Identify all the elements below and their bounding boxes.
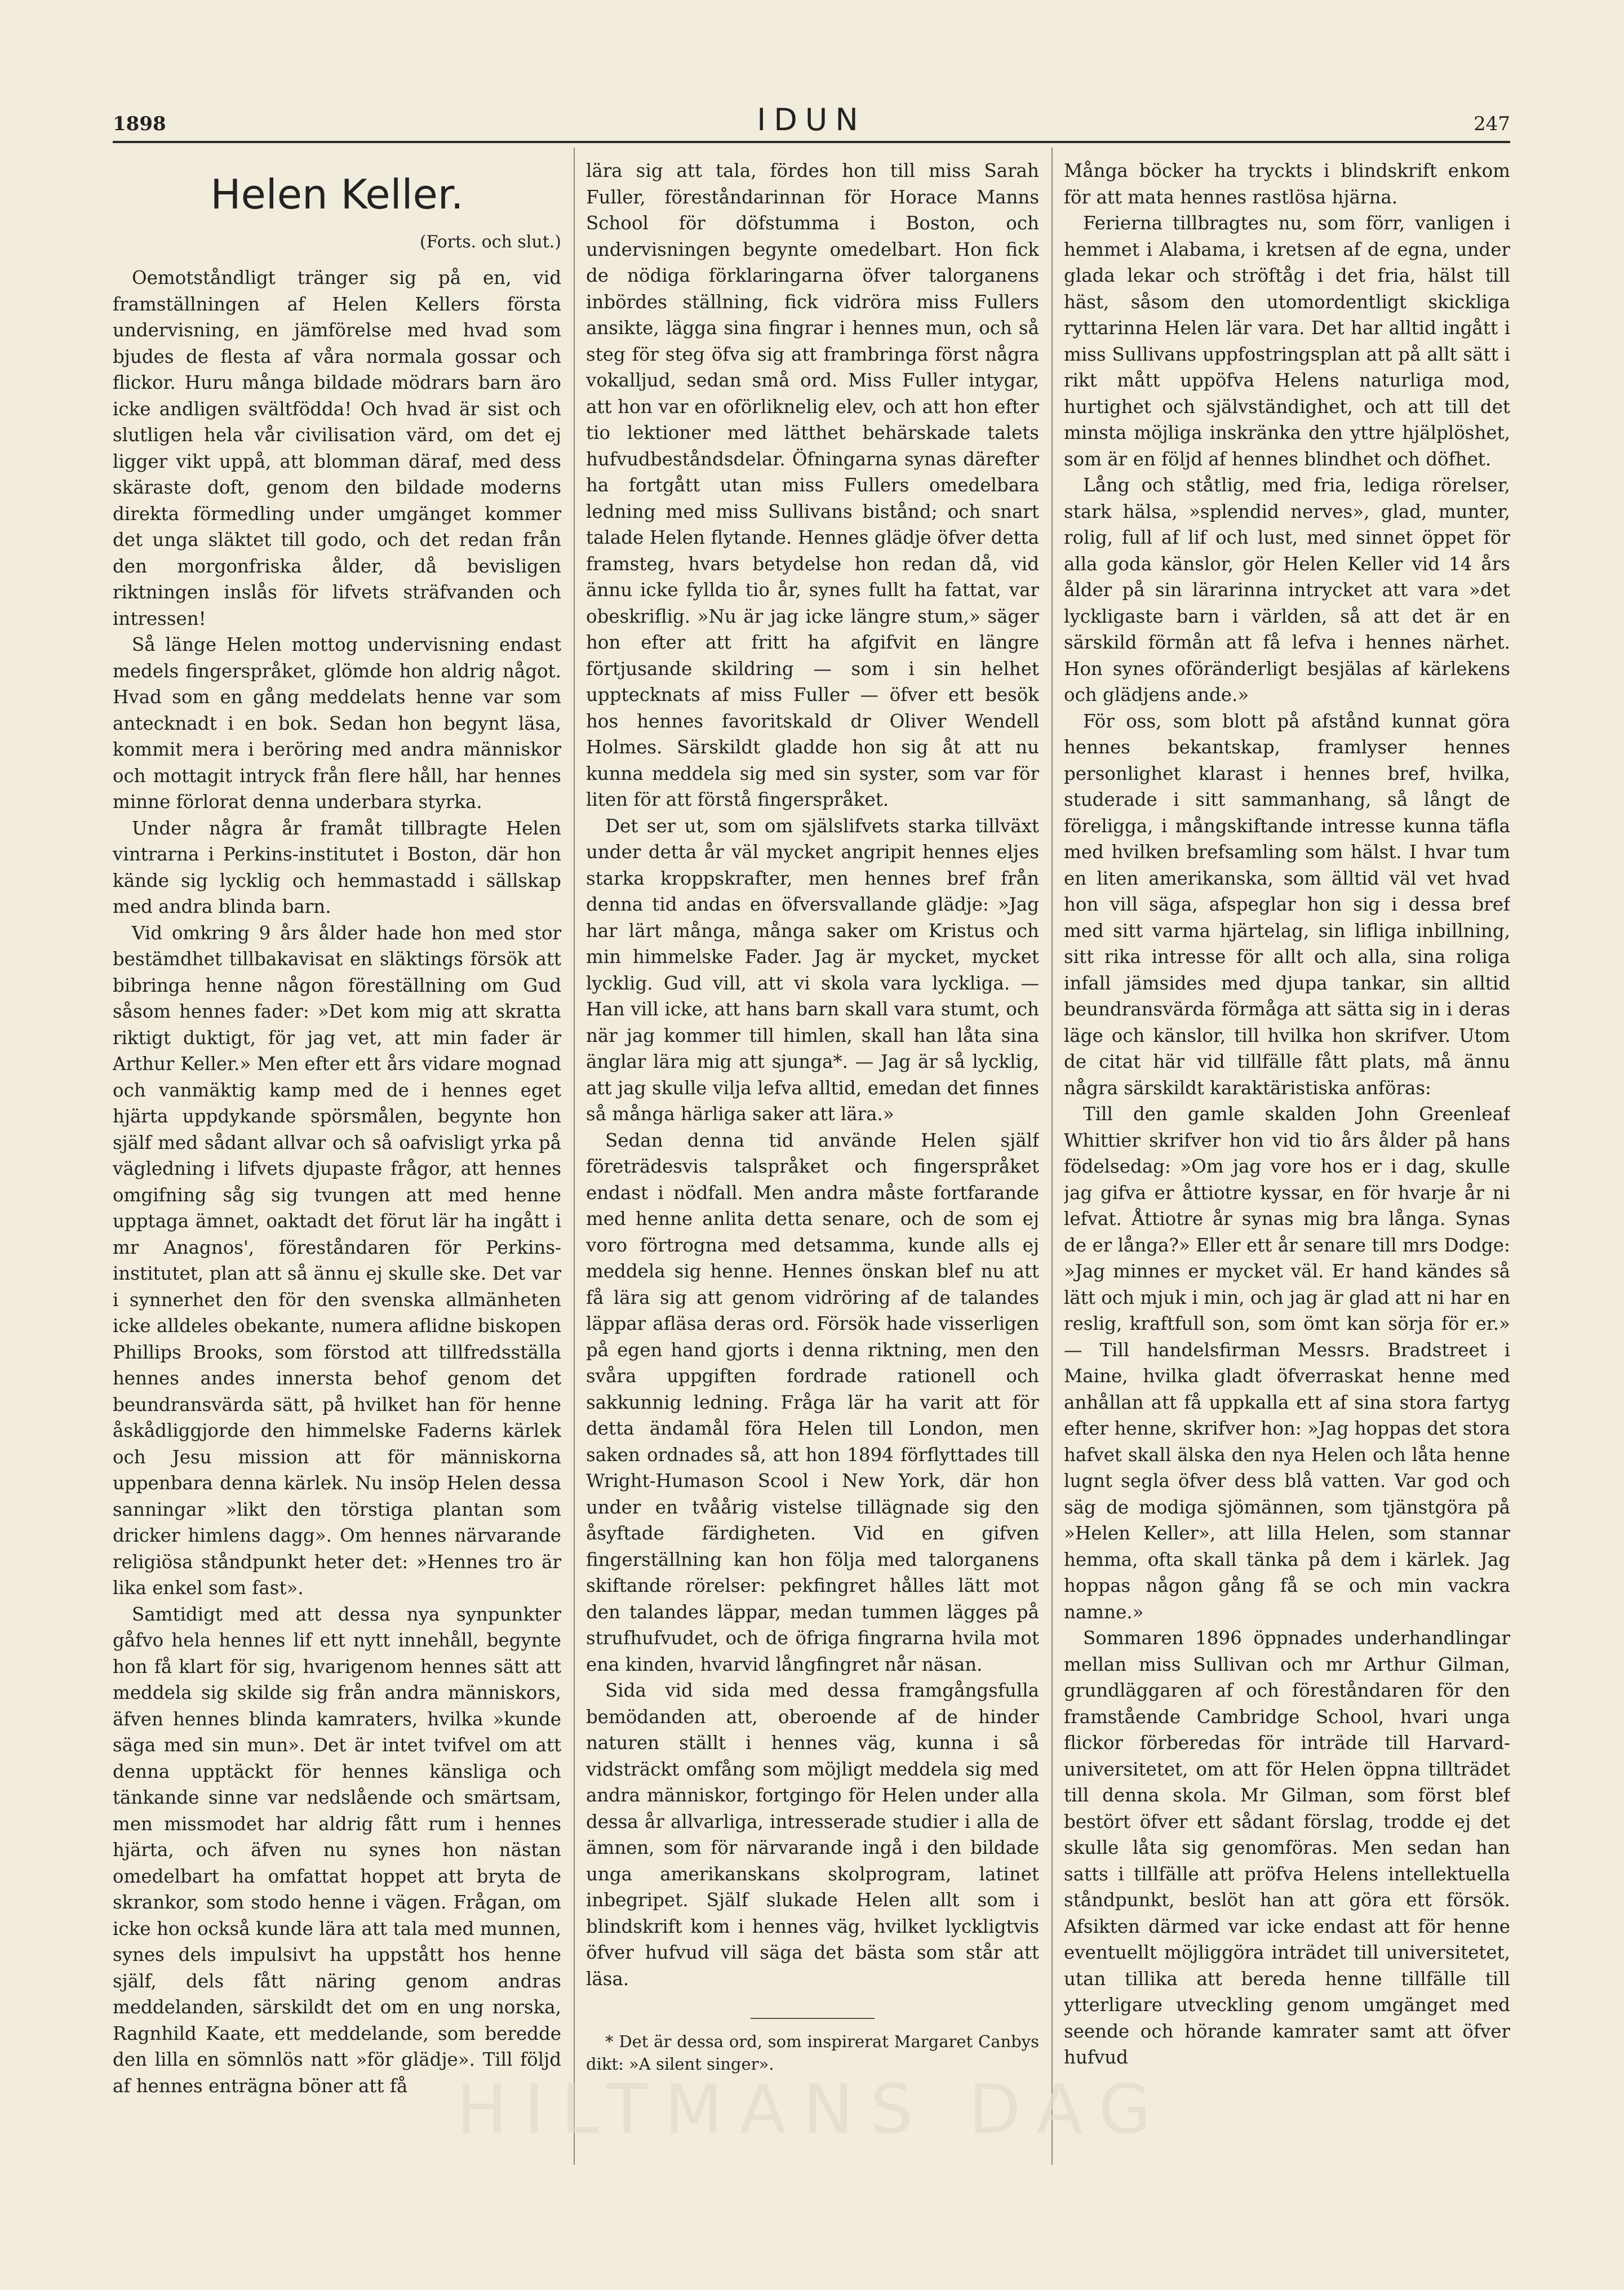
article-title: Helen Keller. bbox=[210, 171, 464, 218]
paragraph: Så länge Helen mottog undervisning endast medels fingerspråket, glömde hon aldrig något. Hvad som en gång meddelats henne var som antecknadt i en bok. Sedan hon begynt läsa, kommit mera i beröring med andra människor och mottagit intryck från flere håll, har hennes minne förlorat denna underbara styrka. bbox=[113, 634, 561, 813]
page-header bbox=[113, 101, 1510, 143]
paragraph: Många böcker ha tryckts i blindskrift enkom för att mata hennes rastlösa hjärna. bbox=[1064, 160, 1510, 208]
paragraph: Sommaren 1896 öppnades underhandlingar mellan miss Sullivan och mr Arthur Gilman, grundläggaren af och föreståndaren för den framstående Cambridge School, hvari unga flickor förberedas för inträde till Harvard-universitetet, om att för Helen öppna tillträdet till denna skola. Mr Gilman, som först blef bestört öfver ett sådant förslag, trodde ej det skulle låta sig genomföras. Men sedan han satts i tillfälle att pröfva Helens intellektuella ståndpunkt, beslöt han att göra ett försök. Afsikten därmed var icke endast att för henne eventuellt möjliggöra inträdet till universitetet, utan tillika att bereda henne tillfälle till ytterligare utveckling genom umgänget med seende och hörande kamrater samt att öfver hufvud bbox=[1064, 1627, 1510, 2068]
header-year: 1898 bbox=[113, 113, 166, 135]
column-1 bbox=[113, 158, 561, 2175]
paragraph: Sedan denna tid använde Helen själf företrädesvis talspråket och fingerspråket endast i nödfall. Men andra måste fortfarande med henne anlita detta senare, och de som ej voro förtrogna med detsamma, kunde alls ej meddela sig henne. Hennes önskan blef nu att få lära sig att genom vidröring af de talandes läppar afläsa deras ord. Försök hade visserligen på egen hand gjorts i denna riktning, men den svåra uppgiften fordrade rationell och sakkunnig ledning. Fråga lär ha varit att för detta ändamål föra Helen till London, men saken ordnades så, att hon 1894 förflyttades till Wright-Humason Scool i New York, där hon under en tvåårig vistelse tillägnade sig den åsyftade färdigheten. Vid en gifven fingerställning kan hon följa med talorganens skiftande rörelser: pekfingret hålles lätt mot den talandes läppar, medan tummen lägges på strufhufvudet, och de öfriga fingrarna hvila mot ena kinden, hvarvid långfingret når näsan. bbox=[586, 1129, 1039, 1675]
page-number: 247 bbox=[1474, 113, 1510, 135]
paragraph: Samtidigt med att dessa nya synpunkter gåfvo hela hennes lif ett nytt innehåll, begynte hon få klart för sig, hvarigenom hennes sätt att meddela sig skilde sig från andra människors, äfven hennes blinda kamraters, hvilka »kunde säga med sin mun». Det är intet tvifvel om att denna upptäckt för hennes känsliga och tänkande sinne var nedslående och smärtsam, men missmodet har aldrig fått rum i hennes hjärta, och äfven nu synes hon nästan omedelbart ha omfattat hoppet att bryta de skrankor, som stodo henne i vägen. Frågan, om icke hon också kunde lära att tala med munnen, synes dels impulsivt ha uppstått hos henne själf, dels fått näring genom andras meddelanden, särskildt det om en ung norska, Ragnhild Kaate, ett meddelande, som beredde den lilla en sömnlös natt »för glädje». Till följd af hennes enträgna böner att få bbox=[113, 1603, 561, 2097]
paragraph: Lång och ståtlig, med fria, lediga rörelser, stark hälsa, »splendid nerves», glad, munter, rolig, full af lif och lust, med sinnet öppet för alla goda känslor, gör Helen Keller vid 14 års ålder på sin lärarinna intrycket att vara »det lyckligaste barn i världen, så att det är en särskild förmån att få lefva i hennes närhet. Hon synes oföränderligt besjälas af kärlekens och glädjens ande.» bbox=[1064, 474, 1510, 705]
paragraph: Ferierna tillbragtes nu, som förr, vanligen i hemmet i Alabama, i kretsen af de egna, under glada lekar och ströftåg i det fria, hälst till häst, såsom den utomordentligt skickliga ryttarinna Helen lär vara. Det har alltid ingått i miss Sullivans uppfostringsplan att på allt sätt i rikt mått uppöfva Helens naturliga mod, hurtighet och självständighet, och att till det minsta möjliga inskränka den yttre hjälplöshet, som är en följd af hennes blindhet och döfhet. bbox=[1064, 212, 1510, 470]
paragraph: Sida vid sida med dessa framgångsfulla bemödanden att, oberoende af de hinder naturen ställt i hennes väg, kunna i så vidsträckt omfång som möjligt meddela sig med andra människor, fortgingo för Helen under alla dessa år allvarliga, intresserade studier i alla de ämnen, som för närvarande ingå i den bildade unga amerikanskans skolprogram, latinet inbegripet. Själf slukade Helen allt som i blindskrift kom i hennes väg, hvilket lyckligtvis öfver hufvud vill säga det bästa som står att läsa. bbox=[586, 1680, 1039, 1990]
column-2 bbox=[586, 158, 1039, 2175]
footnote: * Det är dessa ord, som inspirerat Margaret Canbys dikt: »A silent singer». bbox=[586, 2032, 1039, 2074]
continued-note: (Forts. och slut.) bbox=[419, 232, 561, 252]
paragraph: lära sig att tala, fördes hon till miss Sarah Fuller, föreståndarinnan för Horace Manns School för döfstumma i Boston, och undervisningen begynte omedelbart. Hon fick de nödiga förklaringarna öfver talorganens inbördes ställning, fick vidröra miss Fullers ansikte, lägga sina fingrar i hennes mun, och så steg för steg öfva sig att frambringa först några vokalljud, sedan små ord. Miss Fuller intygar, att hon var en oförliknelig elev, och att hon efter tio lektioner med lätthet behärskade talets hufvudbeståndsdelar. Öfningarna synas därefter ha fortgått utan miss Fullers omedelbara ledning med miss Sullivans bistånd; och snart talade Helen flytande. Hennes glädje öfver detta framsteg, hvars betydelse hon redan då, vid ännu icke fyllda tio år, synes fullt ha fattat, var obeskriflig. »Nu är jag icke längre stum,» säger hon efter att fritt ha afgifvit en längre förtjusande skildring — som i sin helhet upptecknats af miss Fuller — öfver ett besök hos hennes favoritskald dr Oliver Wendell Holmes. Särskildt gladde hon sig åt att nu kunna meddela sig med sin syster, som var för liten för att förstå fingerspråket. bbox=[586, 160, 1039, 810]
column-3 bbox=[1064, 158, 1510, 2175]
paragraph: Oemotståndligt tränger sig på en, vid framställningen af Helen Kellers första undervisning, en jämförelse med hvad som bjudes de flesta af våra normala gossar och flickor. Huru många bildade mödrars barn äro icke andligen svältfödda! Och hvad är sist och slutligen hela vår civilisation värd, om det ej ligger vikt uppå, att blomman däraf, med dess skäraste doft, genom den bildade moderns direkta förmedling under umgänget kommer det unga släktet till godo, och det redan från den morgonfriska ålder, då bevisligen riktningen inslås för lifvets sträfvanden och intressen! bbox=[113, 267, 561, 629]
column-rule bbox=[574, 148, 575, 2165]
paragraph: Under några år framåt tillbragte Helen vintrarna i Perkins-institutet i Boston, där hon kände sig lycklig och hemmastadd i sällskap med andra blinda barn. bbox=[113, 817, 561, 917]
footnote-rule bbox=[751, 2018, 875, 2019]
bleed-through-text: HILTMANS DAG bbox=[456, 2071, 1168, 2149]
column-rule bbox=[1051, 148, 1053, 2165]
paragraph: Vid omkring 9 års ålder hade hon med stor bestämdhet tillbakavisat en släktings försök att bibringa henne någon föreställning om Gud såsom hennes fader: »Det kom mig att skratta riktigt duktigt, för jag vet, att min fader är Arthur Keller.» Men efter ett års vidare mognad och vanmäktig kamp med de i hennes eget hjärta uppdykande spörsmålen, begynte hon själf med sådant allvar och så oafvisligt yrka på vägledning i lifvets djupaste frågor, att hennes omgifning såg sig tvungen att med henne upptaga ämnet, oaktadt det förut lär ha ingått i mr Anagnos', föreståndaren för Perkins-institutet, plan att så ännu ej skulle ske. Det var i synnerhet den för den svenska allmänheten icke alldeles obekante, numera aflidne biskopen Phillips Brooks, som förstod att tillfredsställa hennes andes innersta behof genom det beundransvärda sätt, på hvilket han för henne åskådliggjorde den himmelske Faderns kärlek och Jesu mission att för människorna uppenbara denna kärlek. Nu insöp Helen dessa sanningar »likt den törstiga plantan som dricker himlens dagg». Om hennes närvarande religiösa ståndpunkt heter det: »Hennes tro är lika enkel som fast». bbox=[113, 922, 561, 1599]
paragraph: För oss, som blott på afstånd kunnat göra hennes bekantskap, framlyser hennes personlighet klarast i hennes bref, hvilka, studerade i sitt sammanhang, så långt de föreligga, i mångskiftande intresse kunna täfla med hvilken brefsamling som hälst. I hvar tum en liten amerikanska, som älltid väl vet hvad hon vill säga, afspeglar hon sig i dessa bref med sitt varma hjärtelag, sin lifliga inbillning, sitt rika intresse för allt och alla, sina roliga infall jämsides med djupa tankar, sin alltid beundransvärda förmåga att sätta sig in i deras läge och känslor, till hvilka hon skrifver. Utom de citat här vid tillfälle fått plats, må ännu några särskildt karaktäristiska anföras: bbox=[1064, 710, 1510, 1099]
magazine-title: IDUN bbox=[757, 102, 866, 137]
paragraph: Det ser ut, som om själslifvets starka tillväxt under detta år väl mycket angripit hennes eljes starka kroppskrafter, men hennes bref från denna tid andas en öfversvallande glädje: »Jag har lärt många, många saker om Kristus och min himmelske Fader. Jag är mycket, mycket lycklig. Gud vill, att vi skola vara lyckliga. — Han vill icke, att hans barn skall vara stumt, och när jag kommer till himlen, skall han låta sina änglar lära mig att sjunga*. — Jag är så lycklig, att jag skulle vilja lefva alltid, emedan det finnes så många härliga saker att lära.» bbox=[586, 815, 1039, 1125]
paragraph: Till den gamle skalden John Greenleaf Whittier skrifver hon vid tio års ålder på hans födelsedag: »Om jag vore hos er i dag, skulle jag gifva er åttiotre kyssar, en för hvarje år ni lefvat. Åttiotre år synas mig bra långa. Synas de er långa?» Eller ett år senare till mrs Dodge: »Jag minnes er mycket väl. Er hand kändes så lätt och mjuk i min, och jag är glad att ni har en reslig, kraftfull son, som ömt kan sörja för er.» — Till handelsfirman Messrs. Bradstreet i Maine, hvilka gladt öfverraskat henne med anhållan att få uppkalla ett af sina stora fartyg efter henne, skrifver hon: »Jag hoppas det stora hafvet skall älska den nya Helen och låta henne lugnt segla öfver dess blå vatten. Var god och säg de modiga sjömännen, som tjänstgöra på »Helen Keller», att lilla Helen, som stannar hemma, ofta skall tänka på dem i kärlek. Jag hoppas någon gång få se och min vackra namne.» bbox=[1064, 1103, 1510, 1623]
